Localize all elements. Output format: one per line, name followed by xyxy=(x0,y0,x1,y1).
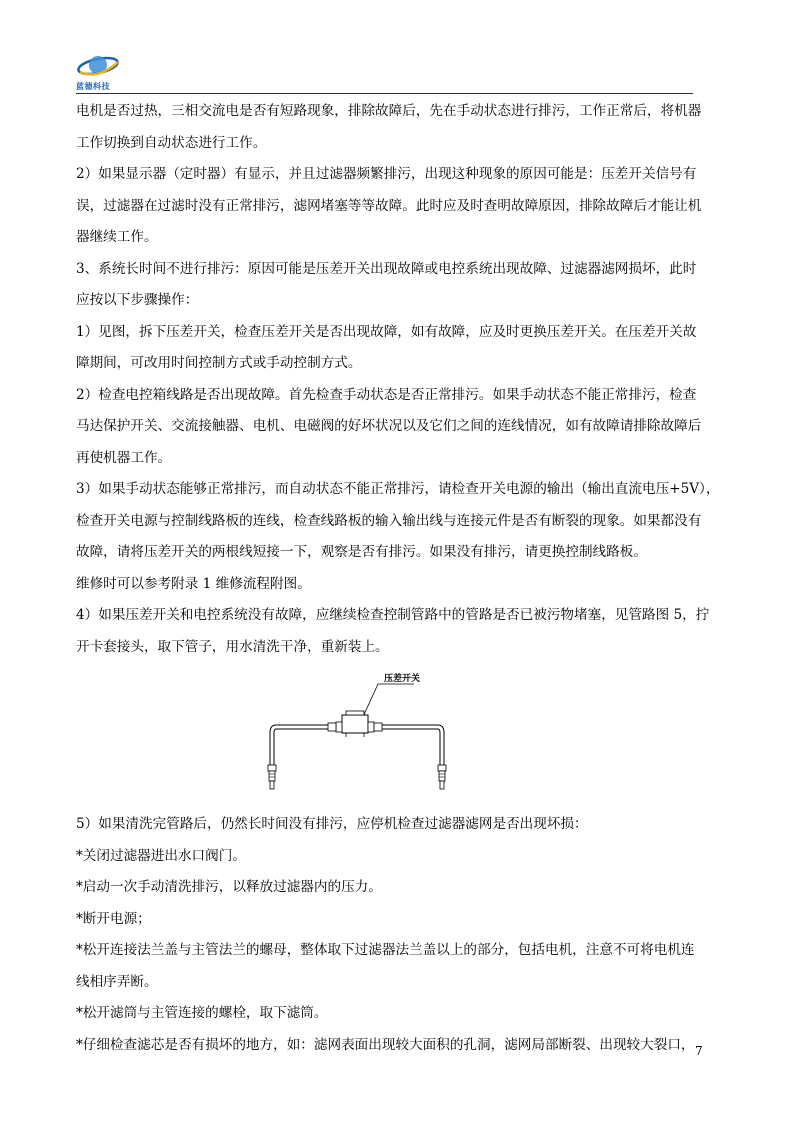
paragraph-line: 3、系统长时间不进行排污：原因可能是压差开关出现故障或电控系统出现故障、过滤器滤网损坏，此时 xyxy=(76,260,697,277)
paragraph-line: *关闭过滤器进出水口阀门。 xyxy=(76,847,246,864)
paragraph-line: *启动一次手动清洗排污，以释放过滤器内的压力。 xyxy=(76,879,382,895)
paragraph-line: 维修时可以参考附录 1 维修流程附图。 xyxy=(76,575,311,592)
paragraph-line: 检查开关电源与控制线路板的连线，检查线路板的输入输出线与连接元件是否有断裂的现象。如果都没有 xyxy=(76,512,702,529)
paragraph-line: 应按以下步骤操作： xyxy=(76,292,199,308)
paragraph-line: *松开连接法兰盖与主管法兰的螺母，整体取下过滤器法兰盖以上的部分，包括电机，注意不可将电机连 xyxy=(76,942,695,958)
paragraph-line: 马达保护开关、交流接触器、电机、电磁阀的好坏状况以及它们之间的连线情况，如有故障请排除故障后 xyxy=(76,418,702,434)
paragraph-line: 器继续工作。 xyxy=(76,229,158,245)
paragraph-line: 误，过滤器在过滤时没有正常排污，滤网堵塞等等故障。此时应及时查明故障原因，排除故障后才能让机 xyxy=(76,197,702,214)
header-divider xyxy=(76,93,693,94)
paragraph-line: 1）见图，拆下压差开关，检查压差开关是否出现故障，如有故障，应及时更换压差开关。在压差开关故 xyxy=(76,323,697,340)
paragraph-line: 再使机器工作。 xyxy=(76,449,172,466)
paragraph-line: *松开滤筒与主管连接的螺栓，取下滤筒。 xyxy=(76,1005,328,1021)
paragraph-line: 2）检查电控箱线路是否出现故障。首先检查手动状态是否正常排污。如果手动状态不能正常排污，检查 xyxy=(76,386,697,403)
pipe-diagram-figure xyxy=(76,667,721,807)
paragraph-line: 工作切换到自动状态进行工作。 xyxy=(76,134,267,151)
paragraph-line: 2）如果显示器（定时器）有显示，并且过滤器频繁排污，出现这种现象的原因可能是：压差开关信号有 xyxy=(76,166,697,182)
paragraph-line: 障期间，可改用时间控制方式或手动控制方式。 xyxy=(76,355,362,371)
paragraph-line: 电机是否过热，三相交流电是否有短路现象，排除故障后，先在手动状态进行排污，工作正常后，将机器 xyxy=(76,103,702,119)
paragraph-line: 线相序弄断。 xyxy=(76,973,158,990)
paragraph-line: 3）如果手动状态能够正常排污，而自动状态不能正常排污，请检查开关电源的输出（输出直流电压+5V）， xyxy=(76,481,720,497)
paragraph-line: *仔细检查滤芯是否有损坏的地方，如：滤网表面出现较大面积的孔洞，滤网局部断裂、出现较大裂口， xyxy=(76,1036,695,1053)
paragraph-line: 开卡套接头，取下管子，用水清洗干净，重新装上。 xyxy=(76,638,389,655)
paragraph-line: 故障，请将压差开关的两根线短接一下，观察是否有排污。如果没有排污，请更换控制线路板。 xyxy=(76,544,647,560)
logo-text: 蓝德科技 xyxy=(76,82,110,91)
document-body xyxy=(76,96,721,1061)
paragraph-line: 4）如果压差开关和电控系统没有故障，应继续检查控制管路中的管路是否已被污物堵塞，见管路图 5，拧 xyxy=(76,607,710,623)
paragraph-line: *断开电源； xyxy=(76,910,151,927)
page-number: 7 xyxy=(695,1044,703,1058)
pipe-diagram xyxy=(266,667,466,807)
paragraph-line: 5）如果清洗完管路后，仍然长时间没有排污，应停机检查过滤器滤网是否出现坏损： xyxy=(76,816,588,832)
pressure-switch-label: 压差开关 xyxy=(384,674,421,684)
